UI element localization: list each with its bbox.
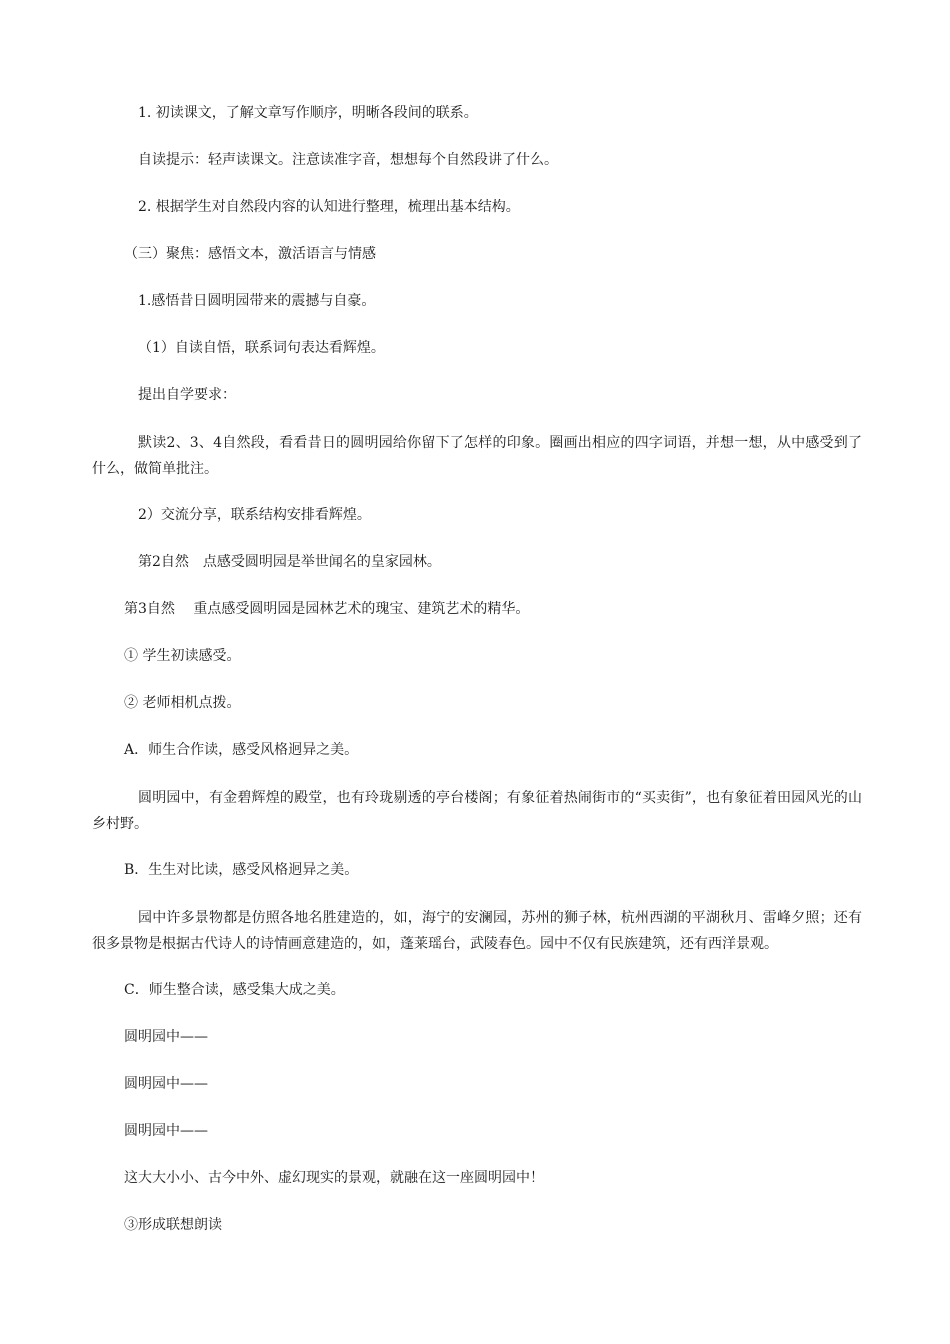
paragraph: 默读2、3、4自然段，看看昔日的圆明园给你留下了怎样的印象。圈画出相应的四字词语，并想一想，从中感受到了什么，做简单批注。: [92, 435, 862, 477]
text-line: B．生生对比读，感受风格迥异之美。: [124, 862, 359, 878]
paragraph: 圆明园中，有金碧辉煌的殿堂，也有玲珑剔透的亭台楼阁；有象征着热闹街市的“买卖街”，也有象征着田园风光的山乡村野。: [92, 790, 862, 832]
text-line: 2）交流分享，联系结构安排看辉煌。: [138, 507, 371, 523]
text-line: 圆明园中——: [124, 1029, 208, 1045]
text-line: 第3自然 重点感受圆明园是园林艺术的瑰宝、建筑艺术的精华。: [124, 601, 530, 617]
text-line: ① 学生初读感受。: [124, 648, 241, 664]
text-line: 圆明园中——: [124, 1123, 208, 1139]
text-line: 2. 根据学生对自然段内容的认知进行整理，梳理出基本结构。: [138, 199, 520, 215]
text-line: 1.感悟昔日圆明园带来的震撼与自豪。: [138, 293, 376, 309]
text-line: ③形成联想朗读: [124, 1217, 222, 1233]
section-heading: （三）聚焦：感悟文本，激活语言与情感: [124, 246, 376, 262]
text-line: C．师生整合读，感受集大成之美。: [124, 982, 345, 998]
paragraph: 园中许多景物都是仿照各地名胜建造的，如，海宁的安澜园，苏州的狮子林，杭州西湖的平湖秋月、雷峰夕照；还有很多景物是根据古代诗人的诗情画意建造的，如，蓬莱瑶台，武陵春色。园中不仅有民族建筑，还有西洋景观。: [92, 910, 862, 952]
text-line: 自读提示：轻声读课文。注意读准字音，想想每个自然段讲了什么。: [138, 152, 558, 168]
text-line: ② 老师相机点拨。: [124, 695, 241, 711]
text-line: 提出自学要求：: [138, 387, 236, 403]
text-line: 圆明园中——: [124, 1076, 208, 1092]
text-line: A．师生合作读，感受风格迥异之美。: [124, 742, 359, 758]
text-line: （1）自读自悟，联系词句表达看辉煌。: [138, 340, 385, 356]
text-line: 1. 初读课文，了解文章写作顺序，明晰各段间的联系。: [138, 105, 478, 121]
text-line: 第2自然 点感受圆明园是举世闻名的皇家园林。: [138, 554, 441, 570]
text-line: 这大大小小、古今中外、虚幻现实的景观，就融在这一座圆明园中！: [124, 1170, 544, 1186]
